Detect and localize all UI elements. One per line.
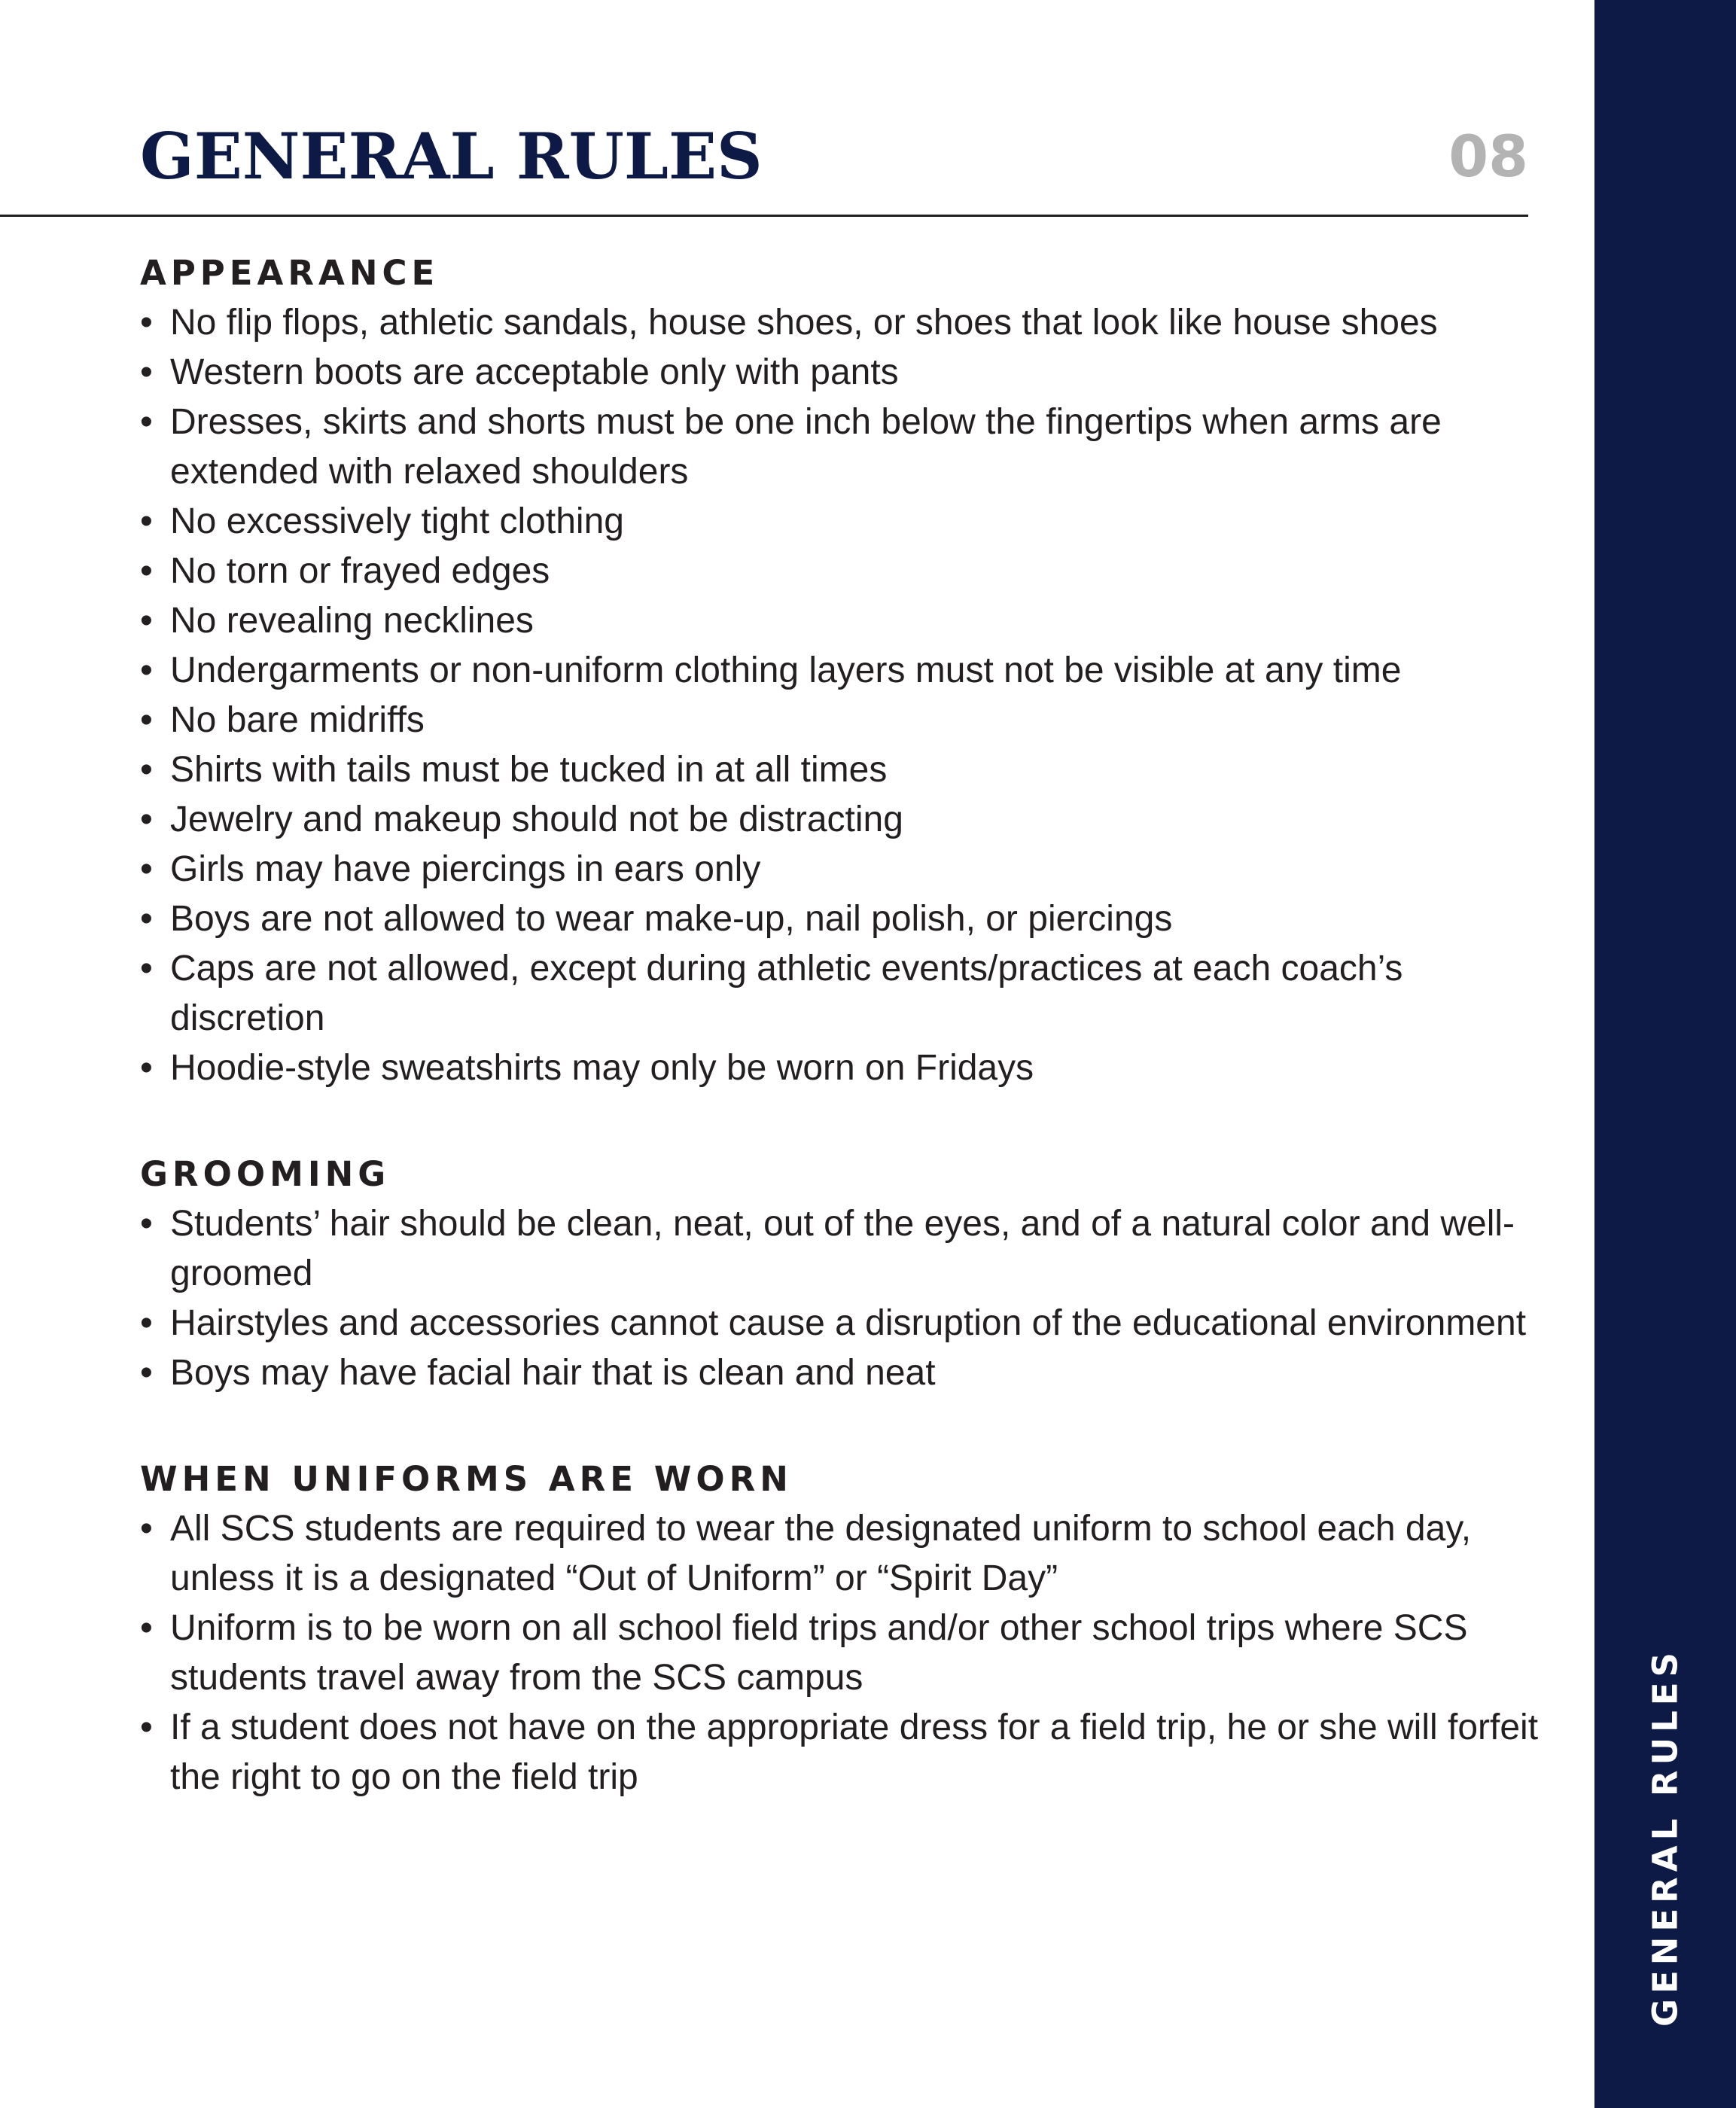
rule-text: Undergarments or non-uniform clothing layers must not be visible at any time [170,650,1402,690]
rule-text: Uniform is to be worn on all school field trips and/or other school trips where SCS students travel away from the SCS campus [170,1608,1468,1698]
rule-text: Dresses, skirts and shorts must be one inch below the fingertips when arms are extended with relaxed shoulders [170,402,1442,492]
section-appearance [140,248,1540,1093]
rule-text: If a student does not have on the appropriate dress for a field trip, he or she will forfeit the right to go on the field trip [170,1707,1539,1797]
rule-text: Boys may have facial hair that is clean and neat [170,1353,936,1393]
section-heading-grooming: GROOMING [140,1154,391,1194]
rule-item [140,696,1540,745]
section-grooming [140,1150,1540,1398]
rule-text: Girls may have piercings in ears only [170,849,761,889]
bullet-icon: • [140,1353,153,1393]
uniform-rule-list [140,1504,1540,1802]
rule-text: Jewelry and makeup should not be distracting [170,800,903,839]
bullet-icon: • [140,501,153,541]
rule-item [140,1604,1540,1703]
bullet-icon: • [140,750,153,790]
bullet-icon: • [140,1204,153,1244]
rule-text: Hairstyles and accessories cannot cause a disruption of the educational environment [170,1303,1527,1343]
section-heading-when-uniforms-are-worn: WHEN UNIFORMS ARE WORN [140,1459,793,1499]
page-number: 08 [1448,123,1528,190]
rule-item [140,497,1540,547]
rule-item [140,646,1540,696]
rule-text: All SCS students are required to wear the designated uniform to school each day, unless it is a designated “Out of Uniform” or “Spirit Day” [170,1509,1472,1598]
rule-item [140,1299,1540,1348]
rule-item [140,1504,1540,1604]
side-tab-label: GENERAL RULES [1645,1647,1686,2027]
rule-text: No revealing necklines [170,601,534,641]
rule-item [140,1703,1540,1802]
rule-item [140,894,1540,944]
bullet-icon: • [140,1509,153,1549]
rule-item [140,348,1540,398]
rule-item [140,745,1540,795]
section-heading-appearance: APPEARANCE [140,253,440,293]
bullet-icon: • [140,1608,153,1648]
rule-item [140,944,1540,1043]
bullet-icon: • [140,700,153,740]
rule-item [140,596,1540,646]
bullet-icon: • [140,949,153,989]
bullet-icon: • [140,551,153,591]
rule-text: No bare midriffs [170,700,425,740]
bullet-icon: • [140,1048,153,1088]
bullet-icon: • [140,352,153,392]
bullet-icon: • [140,800,153,839]
section-when-uniforms-are-worn [140,1455,1540,1802]
rule-text: No flip flops, athletic sandals, house shoes, or shoes that look like house shoes [170,303,1438,343]
rule-text: Western boots are acceptable only with pants [170,352,899,392]
rule-item [140,298,1540,348]
rule-item [140,1199,1540,1299]
bullet-icon: • [140,899,153,939]
bullet-icon: • [140,849,153,889]
rule-item [140,1348,1540,1398]
rule-item [140,845,1540,894]
page-title: GENERAL RULES [140,119,763,193]
grooming-rule-list [140,1199,1540,1398]
rule-text: Boys are not allowed to wear make-up, nail polish, or piercings [170,899,1173,939]
bullet-icon: • [140,1303,153,1343]
rule-item [140,398,1540,497]
appearance-rule-list [140,298,1540,1093]
bullet-icon: • [140,303,153,343]
bullet-icon: • [140,650,153,690]
rule-text: Caps are not allowed, except during athletic events/practices at each coach’s discretion [170,949,1403,1038]
bullet-icon: • [140,601,153,641]
rule-text: Shirts with tails must be tucked in at all times [170,750,888,790]
rule-text: Students’ hair should be clean, neat, out of the eyes, and of a natural color and well-groomed [170,1204,1515,1293]
rule-text: No torn or frayed edges [170,551,550,591]
rules-content [140,248,1540,1859]
rule-text: No excessively tight clothing [170,501,624,541]
header-divider [0,215,1528,217]
rule-text: Hoodie-style sweatshirts may only be worn on Fridays [170,1048,1034,1088]
bullet-icon: • [140,402,153,442]
rule-item [140,795,1540,845]
rule-item [140,1043,1540,1093]
rule-item [140,547,1540,596]
bullet-icon: • [140,1707,153,1747]
